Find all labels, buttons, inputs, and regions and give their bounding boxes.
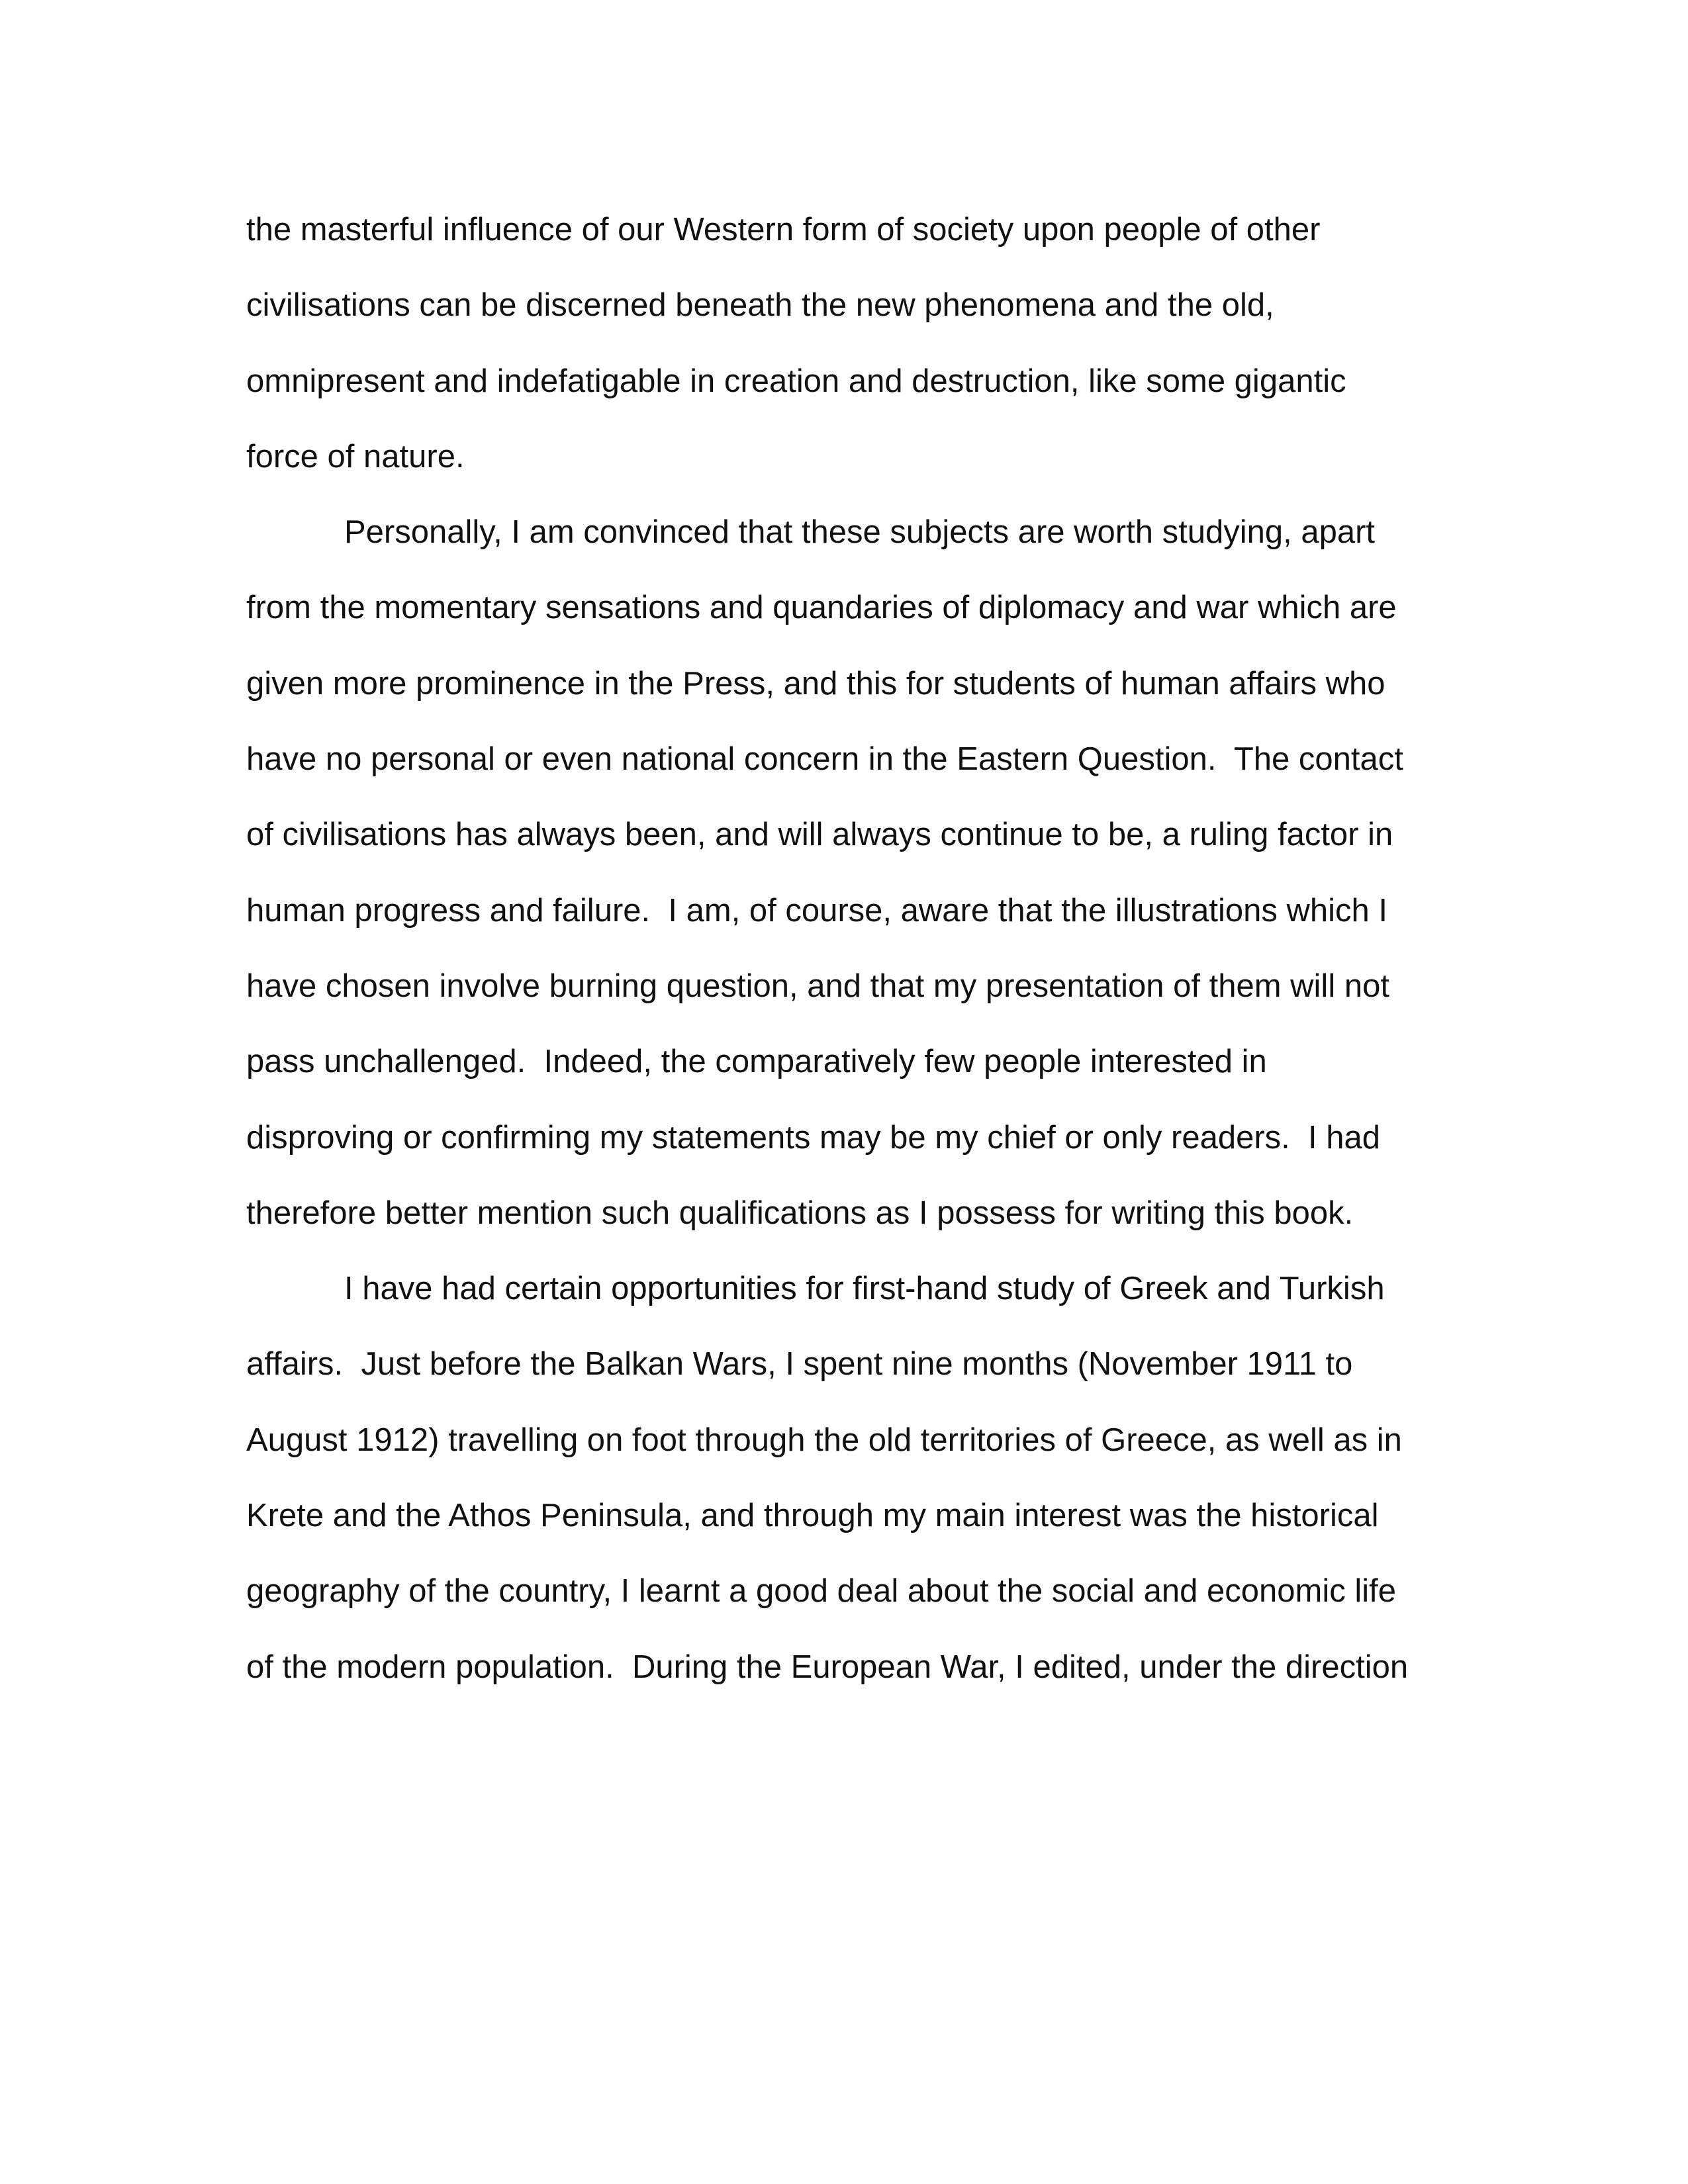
text-line: therefore better mention such qualifications as I possess for writing this book.	[246, 1195, 1354, 1231]
text-line: have chosen involve burning question, and that my presentation of them will not	[246, 968, 1389, 1004]
paragraph-first-line: Personally, I am convinced that these subjects are worth studying, apart	[344, 514, 1376, 551]
text-line: geography of the country, I learnt a good deal about the social and economic life	[246, 1573, 1397, 1610]
text-line: August 1912) travelling on foot through the old territories of Greece, as well as in	[246, 1422, 1402, 1458]
text-line: pass unchallenged. Indeed, the comparatively few people interested in	[246, 1044, 1267, 1080]
text-line: of the modern population. During the European War, I edited, under the direction	[246, 1649, 1409, 1685]
text-line: Krete and the Athos Peninsula, and through my main interest was the historical	[246, 1498, 1379, 1534]
text-line: from the momentary sensations and quandaries of diplomacy and war which are	[246, 590, 1397, 626]
text-line: force of nature.	[246, 438, 465, 475]
text-line: of civilisations has always been, and will always continue to be, a ruling factor in	[246, 817, 1393, 853]
body-text	[246, 192, 1464, 1705]
text-line: disproving or confirming my statements may be my chief or only readers. I had	[246, 1119, 1380, 1156]
text-line: the masterful influence of our Western form of society upon people of other	[246, 212, 1321, 248]
text-line: affairs. Just before the Balkan Wars, I spent nine months (November 1911 to	[246, 1346, 1353, 1383]
text-line: given more prominence in the Press, and this for students of human affairs who	[246, 665, 1385, 702]
text-line: have no personal or even national concern in the Eastern Question. The contact	[246, 741, 1403, 778]
paragraph-first-line: I have had certain opportunities for first-hand study of Greek and Turkish	[344, 1271, 1385, 1307]
text-line: human progress and failure. I am, of course, aware that the illustrations which I	[246, 892, 1388, 929]
text-line: civilisations can be discerned beneath the new phenomena and the old,	[246, 287, 1274, 324]
text-line: omnipresent and indefatigable in creation and destruction, like some gigantic	[246, 363, 1346, 399]
